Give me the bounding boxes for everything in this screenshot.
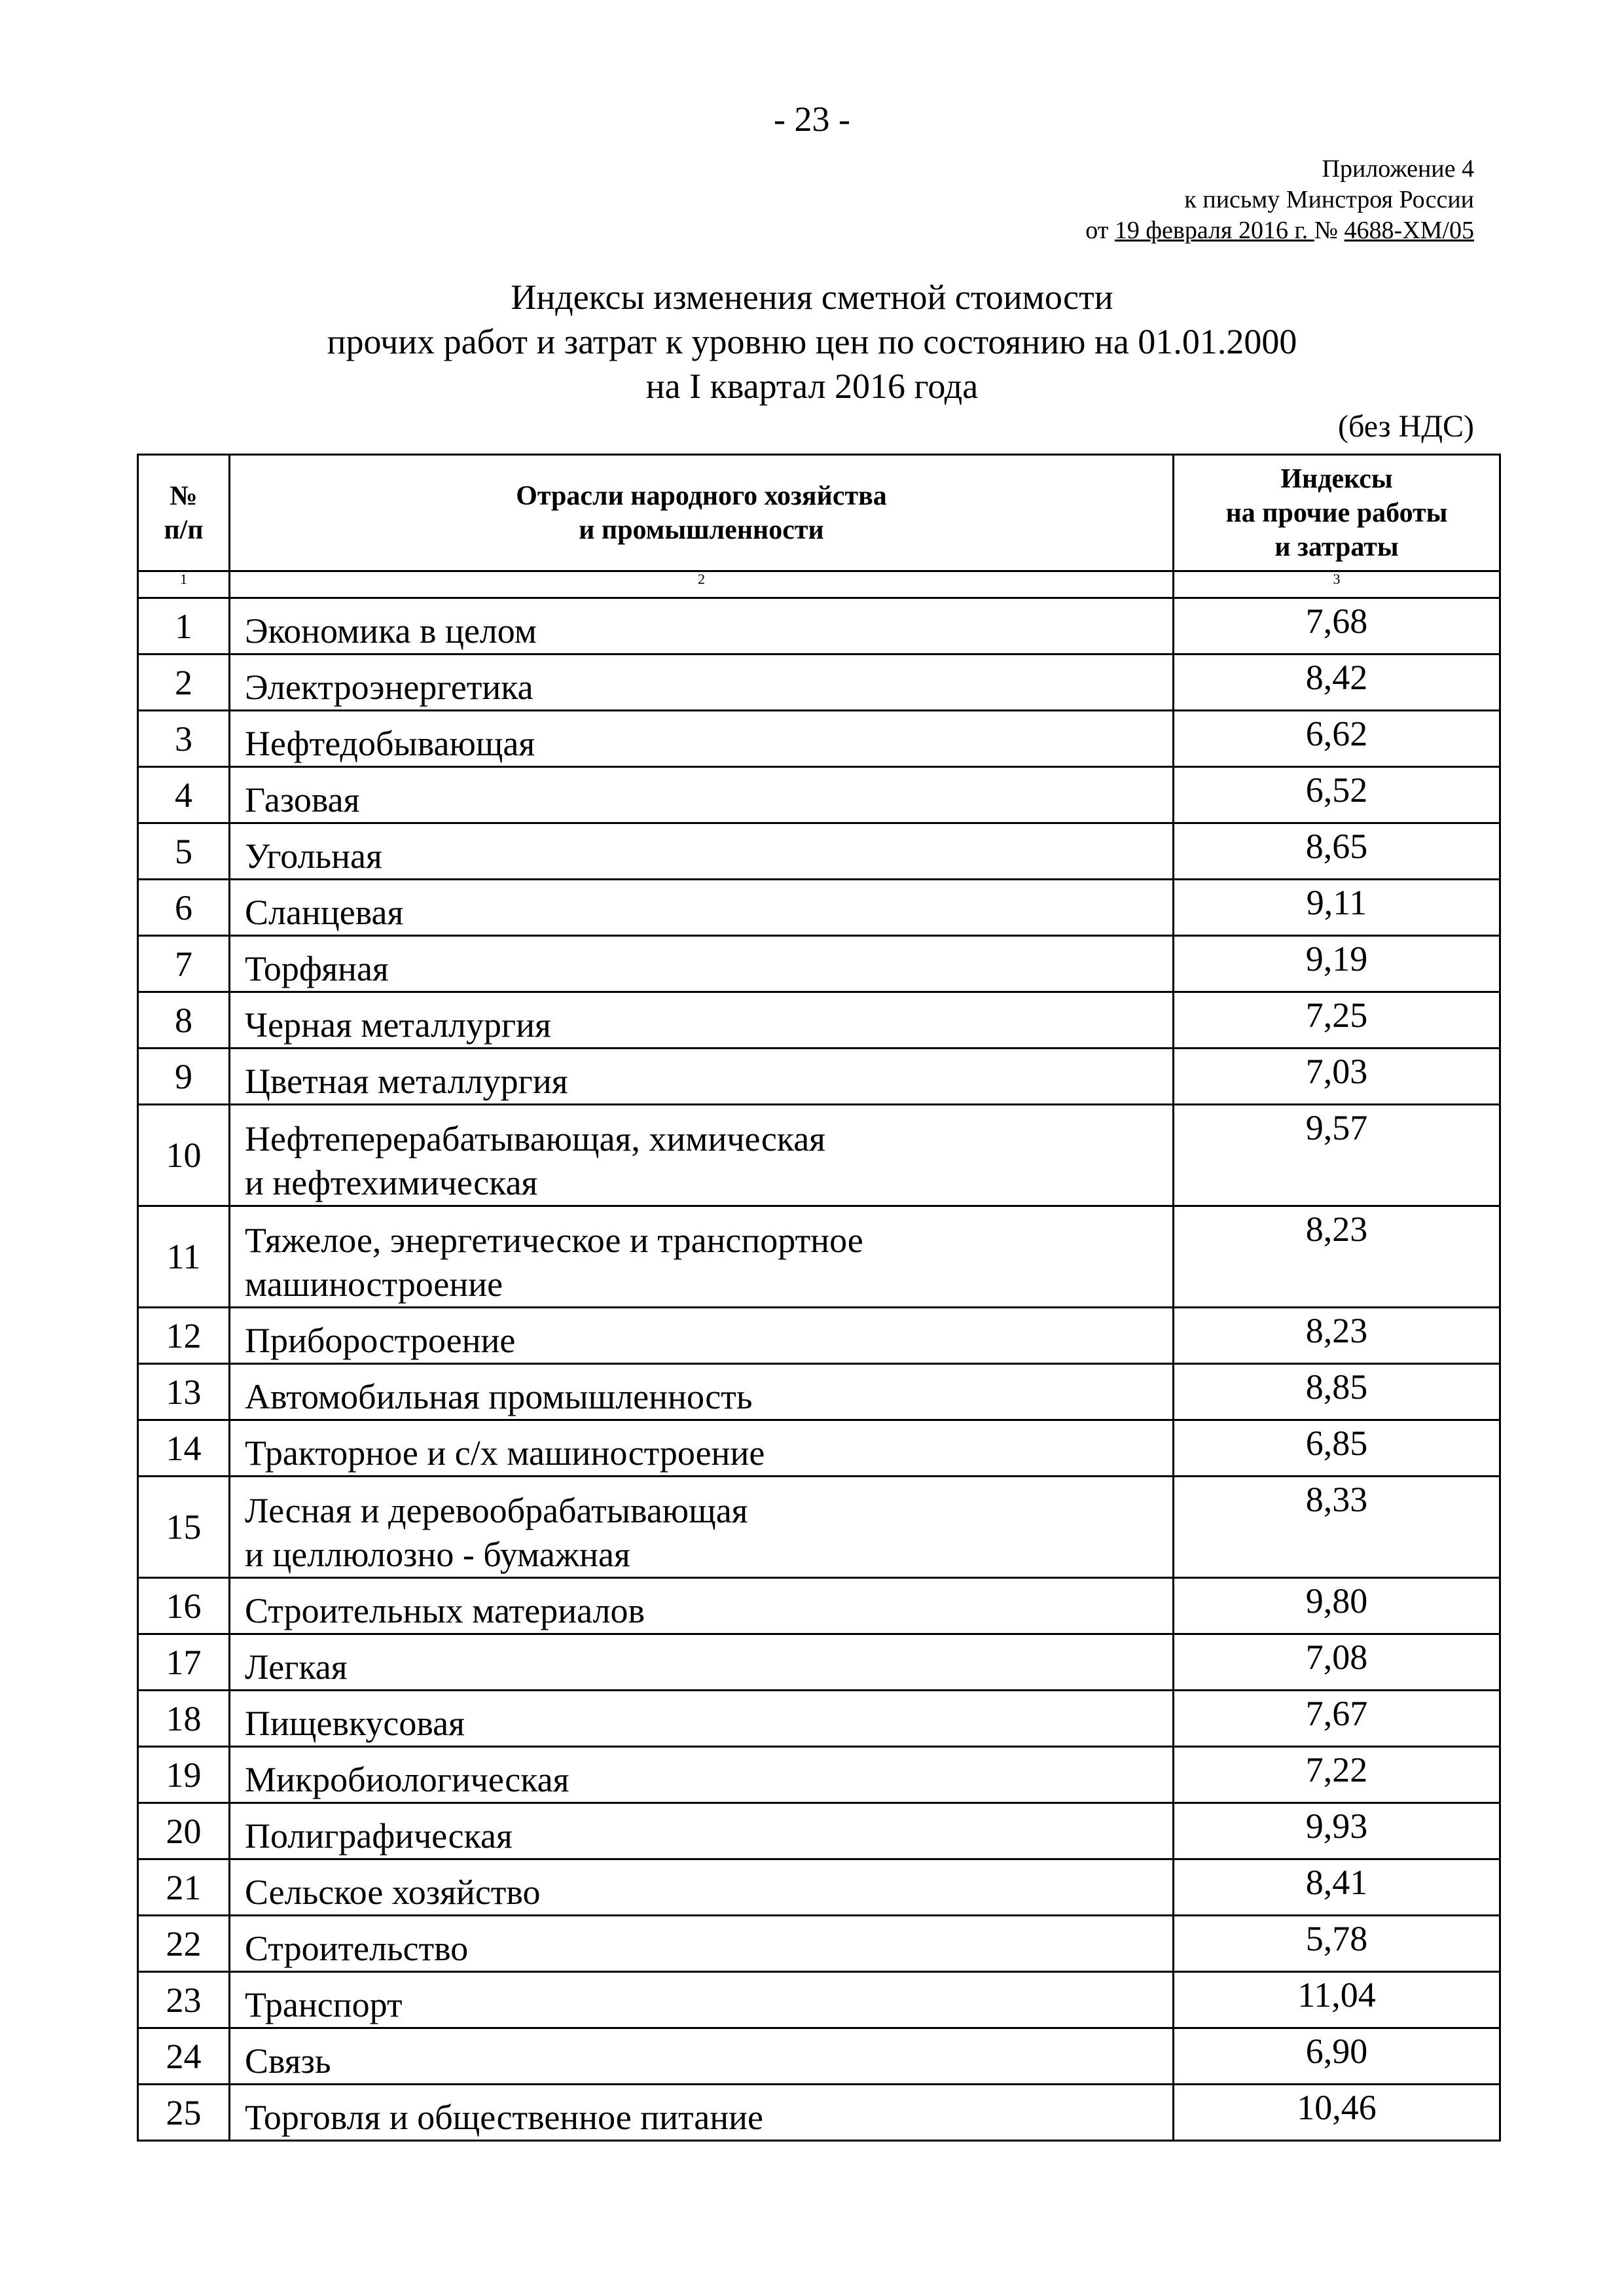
header-industry [230, 455, 1174, 571]
industry-name-line-2: и целлюлозно - бумажная [245, 1535, 630, 1574]
industry-name-line-1: Строительных материалов [245, 1591, 645, 1630]
industry-name [230, 936, 1174, 992]
industry-name [230, 1859, 1174, 1916]
table-row [138, 767, 1500, 823]
industry-name [230, 1803, 1174, 1859]
index-value: 9,93 [1174, 1803, 1500, 1859]
appendix-date: 19 февраля 2016 г. [1114, 217, 1314, 244]
industry-name-line-1: Транспорт [245, 1985, 403, 2024]
index-value: 6,52 [1174, 767, 1500, 823]
index-value: 7,25 [1174, 992, 1500, 1049]
industry-name [230, 1578, 1174, 1634]
industry-name-line-1: Сельское хозяйство [245, 1873, 541, 1912]
industry-name-line-1: Лесная и деревообрабатывающая [245, 1491, 748, 1530]
table-row [138, 823, 1500, 880]
index-table [137, 454, 1501, 2142]
table-body [138, 598, 1500, 2141]
index-value: 10,46 [1174, 2085, 1500, 2141]
row-number: 2 [138, 655, 230, 711]
row-number: 4 [138, 767, 230, 823]
row-number: 15 [138, 1477, 230, 1578]
row-number: 19 [138, 1747, 230, 1803]
row-number: 12 [138, 1308, 230, 1364]
row-number: 17 [138, 1634, 230, 1691]
industry-name-line-1: Легкая [245, 1647, 348, 1687]
industry-name [230, 1972, 1174, 2028]
industry-name-line-1: Строительство [245, 1929, 469, 1968]
row-number: 11 [138, 1206, 230, 1308]
page-number: - 23 - [774, 99, 850, 139]
row-number: 7 [138, 936, 230, 992]
industry-name [230, 992, 1174, 1049]
industry-name [230, 1308, 1174, 1364]
row-number: 16 [138, 1578, 230, 1634]
appendix-line-3 [820, 215, 1474, 246]
table-row [138, 655, 1500, 711]
industry-name-line-1: Торговля и общественное питание [245, 2098, 763, 2137]
index-value: 9,80 [1174, 1578, 1500, 1634]
table-row [138, 1049, 1500, 1105]
table-row [138, 936, 1500, 992]
industry-name-line-1: Пищевкусовая [245, 1704, 465, 1743]
industry-name-line-1: Угольная [245, 836, 382, 876]
industry-name [230, 655, 1174, 711]
row-number: 9 [138, 1049, 230, 1105]
table-row [138, 1972, 1500, 2028]
index-value: 7,22 [1174, 1747, 1500, 1803]
title-line-3: на I квартал 2016 года [645, 367, 979, 406]
header-index-line-2: на прочие работы [1225, 497, 1448, 528]
index-value: 8,85 [1174, 1364, 1500, 1420]
industry-name [230, 1206, 1174, 1308]
row-number: 8 [138, 992, 230, 1049]
header-number-line-1: № [170, 480, 198, 511]
table-row [138, 880, 1500, 936]
column-number: 1 [138, 571, 230, 598]
header-industry-line-1: Отрасли народного хозяйства [516, 480, 887, 511]
table-row [138, 1420, 1500, 1477]
table-row [138, 1364, 1500, 1420]
index-value: 6,85 [1174, 1420, 1500, 1477]
document-title [0, 275, 1624, 408]
header-industry-line-2: и промышленности [579, 514, 824, 545]
table-row [138, 1859, 1500, 1916]
industry-name-line-1: Тракторное и с/х машиностроение [245, 1433, 765, 1473]
industry-name [230, 1364, 1174, 1420]
industry-name-line-1: Полиграфическая [245, 1816, 513, 1856]
industry-name [230, 1634, 1174, 1691]
header-index-line-3: и затраты [1274, 531, 1399, 562]
industry-name-line-1: Газовая [245, 780, 360, 819]
industry-name-line-1: Микробиологическая [245, 1760, 569, 1799]
index-value: 8,23 [1174, 1206, 1500, 1308]
vat-note: (без НДС) [1337, 409, 1474, 444]
row-number: 23 [138, 1972, 230, 2028]
index-value: 8,65 [1174, 823, 1500, 880]
industry-name [230, 2028, 1174, 2085]
row-number: 1 [138, 598, 230, 655]
appendix-number: 4688-ХМ/05 [1344, 217, 1474, 244]
industry-name [230, 767, 1174, 823]
appendix-from: от [1085, 217, 1115, 244]
appendix-reference [820, 154, 1474, 246]
table-row [138, 1578, 1500, 1634]
title-line-2: прочих работ и затрат к уровню цен по состоянию на 01.01.2000 [327, 322, 1297, 361]
table-row [138, 711, 1500, 767]
table-row [138, 1308, 1500, 1364]
index-value: 5,78 [1174, 1916, 1500, 1972]
header-number [138, 455, 230, 571]
appendix-line-1: Приложение 4 [1322, 155, 1474, 183]
industry-name [230, 2085, 1174, 2141]
row-number: 10 [138, 1105, 230, 1206]
industry-name [230, 1916, 1174, 1972]
table-row [138, 2028, 1500, 2085]
index-value: 7,68 [1174, 598, 1500, 655]
table-row [138, 1803, 1500, 1859]
row-number: 5 [138, 823, 230, 880]
index-value: 8,33 [1174, 1477, 1500, 1578]
row-number: 20 [138, 1803, 230, 1859]
industry-name-line-1: Цветная металлургия [245, 1062, 568, 1101]
index-value: 9,19 [1174, 936, 1500, 992]
industry-name-line-1: Приборостроение [245, 1321, 516, 1360]
column-number-row [138, 571, 1500, 598]
header-index [1174, 455, 1500, 571]
index-value: 8,23 [1174, 1308, 1500, 1364]
table-row [138, 1916, 1500, 1972]
industry-name-line-1: Автомобильная промышленность [245, 1377, 753, 1416]
table-row [138, 1747, 1500, 1803]
industry-name-line-2: машиностроение [245, 1265, 503, 1304]
industry-name-line-1: Связь [245, 2041, 331, 2081]
industry-name-line-1: Нефтедобывающая [245, 724, 535, 763]
industry-name-line-1: Тяжелое, энергетическое и транспортное [245, 1221, 863, 1260]
industry-name [230, 1105, 1174, 1206]
industry-name-line-1: Черная металлургия [245, 1005, 551, 1045]
index-value: 6,90 [1174, 2028, 1500, 2085]
index-value: 7,08 [1174, 1634, 1500, 1691]
industry-name [230, 1420, 1174, 1477]
industry-name [230, 823, 1174, 880]
table-row [138, 1105, 1500, 1206]
industry-name-line-1: Сланцевая [245, 893, 404, 932]
industry-name-line-1: Электроэнергетика [245, 668, 533, 707]
table-row [138, 1206, 1500, 1308]
index-value: 6,62 [1174, 711, 1500, 767]
industry-name-line-1: Торфяная [245, 949, 389, 988]
industry-name [230, 598, 1174, 655]
row-number: 24 [138, 2028, 230, 2085]
table-row [138, 598, 1500, 655]
industry-name [230, 1477, 1174, 1578]
table-row [138, 2085, 1500, 2141]
row-number: 18 [138, 1691, 230, 1747]
row-number: 14 [138, 1420, 230, 1477]
industry-name [230, 1747, 1174, 1803]
appendix-line-2: к письму Минстроя России [1184, 186, 1474, 213]
row-number: 13 [138, 1364, 230, 1420]
index-value: 8,42 [1174, 655, 1500, 711]
row-number: 25 [138, 2085, 230, 2141]
industry-name [230, 1691, 1174, 1747]
row-number: 22 [138, 1916, 230, 1972]
appendix-number-sign: № [1314, 217, 1344, 244]
table-row [138, 1634, 1500, 1691]
column-number: 2 [230, 571, 1174, 598]
table-row [138, 1691, 1500, 1747]
index-value: 9,11 [1174, 880, 1500, 936]
table-row [138, 992, 1500, 1049]
table-row [138, 1477, 1500, 1578]
row-number: 6 [138, 880, 230, 936]
industry-name-line-2: и нефтехимическая [245, 1163, 538, 1202]
index-value: 9,57 [1174, 1105, 1500, 1206]
industry-name-line-1: Экономика в целом [245, 611, 537, 651]
header-index-line-1: Индексы [1280, 463, 1393, 494]
row-number: 21 [138, 1859, 230, 1916]
index-value: 11,04 [1174, 1972, 1500, 2028]
row-number: 3 [138, 711, 230, 767]
industry-name [230, 880, 1174, 936]
header-number-line-2: п/п [164, 514, 204, 545]
industry-name-line-1: Нефтеперерабатывающая, химическая [245, 1119, 826, 1158]
industry-name [230, 1049, 1174, 1105]
column-number: 3 [1174, 571, 1500, 598]
table-header-row [138, 455, 1500, 571]
index-value: 7,03 [1174, 1049, 1500, 1105]
index-value: 8,41 [1174, 1859, 1500, 1916]
industry-name [230, 711, 1174, 767]
title-line-1: Индексы изменения сметной стоимости [511, 278, 1113, 317]
index-value: 7,67 [1174, 1691, 1500, 1747]
